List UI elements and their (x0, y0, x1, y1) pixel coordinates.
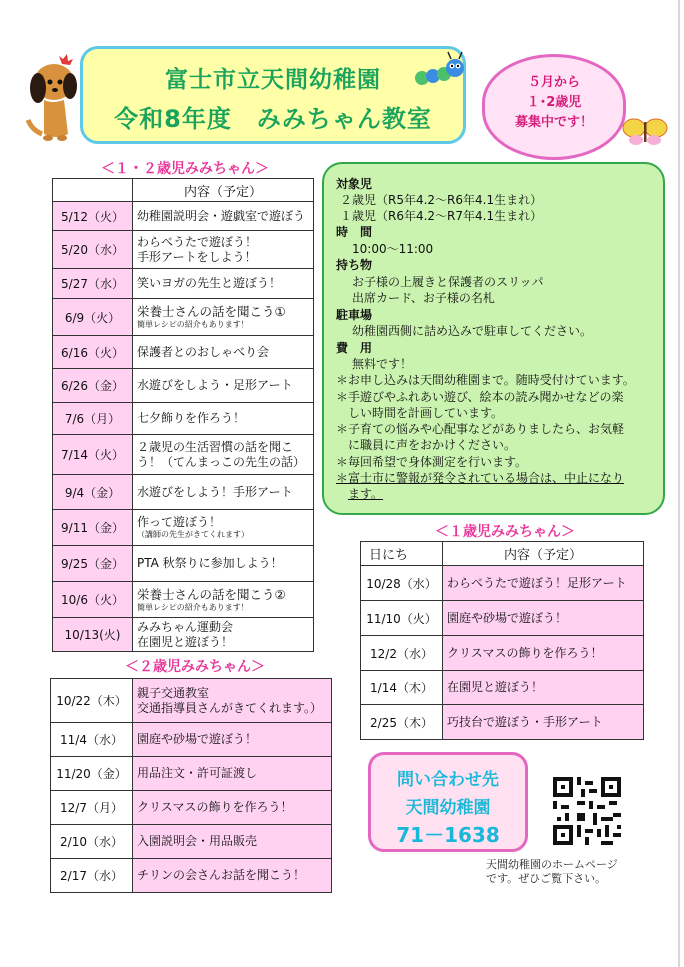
row-date: 7/14（火） (53, 435, 133, 475)
title-school-name: 富士市立天間幼稚園 (165, 67, 381, 93)
info-note-3: ＊子育ての悩みや心配事などがありましたら、お気軽 (336, 422, 625, 436)
bubble-line-3: 募集中です！ (514, 115, 593, 130)
row-content-text: 在園児と遊ぼう！ (447, 680, 544, 694)
info-note-2: ＊手遊びやふれあい遊び、絵本の読み聞かせなどの楽 (336, 390, 624, 404)
page-edge (678, 0, 680, 967)
row-date: 9/11（金） (53, 510, 133, 546)
info-items-1: お子様の上履きと保護者のスリッパ (352, 275, 544, 289)
row-content-text: 水遊びをしよう！手形アート (137, 484, 293, 499)
section-heading-1: ＜１歳児みみちゃん＞ (435, 524, 575, 540)
row-note: （講師の先生がきてくれます） (137, 530, 249, 539)
row-content-text-2: 在園児と遊ぼう！ (137, 634, 234, 649)
table-row (53, 435, 314, 475)
row-date: 11/10（火） (361, 601, 443, 636)
row-content (133, 475, 314, 510)
row-date: 7/6（月） (53, 403, 133, 435)
row-content-text: クリスマスの飾りを作ろう！ (447, 645, 603, 660)
row-content (133, 435, 314, 475)
row-content-text: わらべうたで遊ぼう！足形アート (447, 575, 627, 590)
table-row (53, 202, 314, 231)
row-content-text-2: う！（てんまっこの先生の話） (137, 454, 306, 469)
row-content-text: 幼稚園説明会・遊戯室で遊ぼう (137, 208, 306, 223)
row-date: 11/20（金） (51, 757, 133, 791)
table-row (53, 336, 314, 369)
row-content (133, 679, 332, 723)
info-time-value: 10:00～11:00 (352, 242, 434, 256)
row-content (133, 825, 332, 859)
row-date: 2/17（水） (51, 859, 133, 893)
row-content-text: クリスマスの飾りを作ろう！ (137, 800, 293, 814)
row-note: 簡単レシピの紹介もあります！ (137, 602, 249, 612)
row-content (133, 336, 314, 369)
contact-box (368, 752, 528, 852)
homepage-note (486, 858, 618, 886)
row-date: 6/9（火） (53, 299, 133, 336)
table-row (51, 791, 332, 825)
row-content-text: PTA 秋祭りに参加しよう！ (137, 556, 283, 570)
row-content (133, 299, 314, 336)
row-date: 1/14（木） (361, 671, 443, 705)
row-date: 5/27（水） (53, 269, 133, 299)
row-content-text: 園庭や砂場で遊ぼう！ (137, 732, 258, 746)
info-items-heading: 持ち物 (336, 258, 373, 272)
info-note-4: ＊毎回希望で身体測定を行います。 (336, 455, 528, 469)
table-row (53, 546, 314, 582)
row-content-text: 栄養士さんの話を聞こう② (137, 586, 286, 602)
table-row (361, 636, 644, 671)
table-row (51, 859, 332, 893)
row-content (133, 403, 314, 435)
table-row (53, 618, 314, 652)
row-content-text: 保護者とのおしゃべり会 (137, 344, 270, 359)
table-row (51, 757, 332, 791)
info-parking-value: 幼稚園西側に詰め込みで駐車してください。 (352, 324, 593, 338)
row-date: 11/4（水） (51, 723, 133, 757)
info-note-1: ＊お申し込みは天間幼稚園まで。随時受付けています。 (336, 373, 635, 387)
info-time-heading: 時 間 (336, 225, 373, 239)
info-note-5-cont: ます。 (348, 487, 384, 501)
table-row (51, 825, 332, 859)
program-info-box (322, 162, 665, 515)
info-target-age2: ２歳児（R5年4.2～R6年4.1生まれ） (340, 193, 543, 207)
row-content-text-2: 交通指導員さんがきてくれます。） (137, 700, 323, 715)
row-content (133, 582, 314, 618)
row-date: 9/25（金） (53, 546, 133, 582)
schedule-table-1 (360, 541, 644, 740)
dog-illustration (22, 50, 84, 146)
header-content-cell: 内容（予定） (133, 179, 314, 202)
row-content-text: 園庭や砂場で遊ぼう！ (447, 610, 568, 625)
row-content (443, 671, 644, 705)
caterpillar-illustration (414, 50, 468, 90)
header-content-cell: 内容（予定） (443, 542, 644, 566)
row-content (133, 510, 314, 546)
row-note: 簡単レシピの紹介もあります！ (137, 320, 249, 329)
row-date: 6/16（火） (53, 336, 133, 369)
row-content-text: 用品注文・許可証渡し (137, 766, 258, 780)
header-date-cell: 日にち (361, 542, 443, 566)
bubble-line-2: １･2歳児 (526, 95, 582, 110)
row-content-text: 巧技台で遊ぼう・手形アート (447, 714, 603, 729)
homepage-note-line-2: です。ぜひご覧下さい。 (486, 872, 607, 885)
row-date: 12/2（水） (361, 636, 443, 671)
row-content (133, 791, 332, 825)
info-note-2-cont: しい時間を計画しています。 (348, 406, 504, 420)
table-row (53, 369, 314, 403)
table-header-row (361, 542, 644, 566)
row-content (443, 601, 644, 636)
table-row (53, 269, 314, 299)
row-date: 5/20（水） (53, 231, 133, 269)
schedule-table-2 (50, 678, 332, 893)
row-content (443, 636, 644, 671)
row-date: 10/28（水） (361, 566, 443, 601)
row-content-text: 親子交通教室 (137, 685, 210, 700)
info-fee-value: 無料です！ (352, 357, 413, 371)
row-date: 2/10（水） (51, 825, 133, 859)
table-row (53, 403, 314, 435)
info-items-2: 出席カード、お子様の名札 (352, 291, 495, 305)
row-content (133, 269, 314, 299)
table-row (53, 582, 314, 618)
section-heading-2: ＜２歳児みみちゃん＞ (125, 659, 265, 675)
table-row (361, 671, 644, 705)
table-row (51, 679, 332, 723)
table-row (53, 510, 314, 546)
row-content (443, 705, 644, 740)
bubble-line-1: ５月から (527, 75, 580, 90)
row-content-text: 栄養士さんの話を聞こう① (137, 304, 286, 319)
row-content (133, 231, 314, 269)
schedule-table-1-2 (52, 178, 314, 652)
row-content-text: 入園説明会・用品販売 (137, 834, 258, 848)
row-date: 6/26（金） (53, 369, 133, 403)
info-target-heading: 対象児 (336, 177, 373, 191)
row-date: 10/6（火） (53, 582, 133, 618)
table-row (51, 723, 332, 757)
homepage-note-line-1: 天間幼稚園のホームページ (486, 858, 618, 871)
row-content (133, 618, 314, 652)
row-content-text: わらべうたで遊ぼう！ (137, 234, 258, 249)
title-banner (80, 46, 466, 144)
contact-school-name: 天間幼稚園 (405, 798, 491, 818)
title-program-name: 令和8年度 みみちゃん教室 (114, 105, 432, 133)
recruiting-bubble (482, 54, 626, 160)
info-target-age1: １歳児（R6年4.2～R7年4.1生まれ） (340, 209, 543, 223)
row-date: 5/12（火） (53, 202, 133, 231)
row-content-text: 作って遊ぼう！ (137, 515, 222, 529)
section-heading-1-2: ＜１・２歳児みみちゃん＞ (101, 161, 269, 177)
table-row (361, 566, 644, 601)
info-fee-heading: 費 用 (336, 341, 373, 355)
row-content-text: 七夕飾りを作ろう！ (137, 411, 246, 425)
table-row (361, 601, 644, 636)
row-content-text-2: 手形アートをしよう！ (137, 249, 257, 264)
row-content (133, 202, 314, 231)
row-content-text: 水遊びをしよう・足形アート (137, 378, 293, 392)
header-date-cell (53, 179, 133, 202)
row-content-text: みみちゃん運動会 (137, 619, 234, 634)
butterfly-illustration (622, 116, 668, 146)
row-content (443, 566, 644, 601)
row-content-text: 笑いヨガの先生と遊ぼう！ (137, 276, 282, 290)
row-content (133, 369, 314, 403)
table-row (53, 231, 314, 269)
row-content (133, 546, 314, 582)
contact-phone: 71－1638 (396, 823, 500, 847)
row-date: 2/25（木） (361, 705, 443, 740)
row-content (133, 859, 332, 893)
row-date: 10/22（木） (51, 679, 133, 723)
row-content (133, 723, 332, 757)
info-note-5: ＊富士市に警報が発令されている場合は、中止になり (336, 471, 625, 485)
table-row (361, 705, 644, 740)
info-parking-heading: 駐車場 (336, 308, 373, 322)
row-date: 10/13(火) (53, 618, 133, 652)
row-content-text: チリンの会さんお話を聞こう！ (137, 868, 306, 882)
contact-heading: 問い合わせ先 (397, 770, 499, 790)
row-content-text: ２歳児の生活習慣の話を聞こ (137, 439, 294, 454)
row-date: 9/4（金） (53, 475, 133, 510)
table-row (53, 475, 314, 510)
row-content (133, 757, 332, 791)
info-note-3-cont: に職員に声をおかけください。 (348, 438, 517, 452)
qr-code[interactable] (553, 777, 621, 845)
row-date: 12/7（月） (51, 791, 133, 825)
table-row (53, 299, 314, 336)
table-header-row (53, 179, 314, 202)
